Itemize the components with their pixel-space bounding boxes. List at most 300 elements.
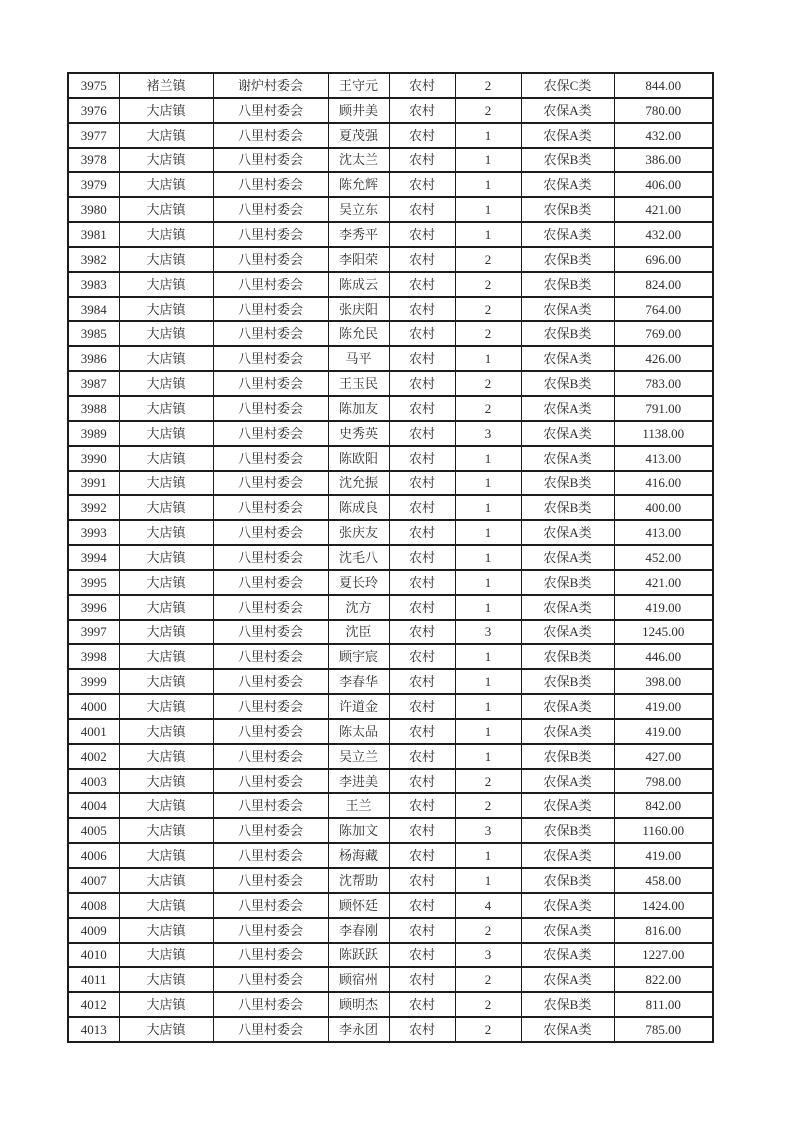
cell-person-name: 沈臣 (328, 620, 389, 645)
cell-town: 大店镇 (119, 222, 213, 247)
cell-household-type: 农村 (389, 694, 455, 719)
cell-sequence-number: 3980 (68, 197, 119, 222)
cell-amount: 452.00 (614, 545, 713, 570)
cell-person-name: 李春刚 (328, 918, 389, 943)
table-row (68, 918, 713, 943)
cell-person-count: 1 (455, 346, 521, 371)
cell-person-name: 陈跃跃 (328, 943, 389, 968)
cell-village-committee: 八里村委会 (213, 694, 328, 719)
cell-household-type: 农村 (389, 818, 455, 843)
table-row (68, 421, 713, 446)
cell-sequence-number: 4001 (68, 719, 119, 744)
cell-sequence-number: 4004 (68, 793, 119, 818)
cell-town: 大店镇 (119, 644, 213, 669)
cell-person-name: 张庆友 (328, 520, 389, 545)
cell-town: 大店镇 (119, 918, 213, 943)
cell-household-type: 农村 (389, 396, 455, 421)
cell-person-count: 3 (455, 620, 521, 645)
cell-sequence-number: 3989 (68, 421, 119, 446)
table-row (68, 843, 713, 868)
cell-household-type: 农村 (389, 644, 455, 669)
cell-village-committee: 八里村委会 (213, 843, 328, 868)
cell-town: 大店镇 (119, 123, 213, 148)
cell-person-name: 陈欧阳 (328, 446, 389, 471)
cell-household-type: 农村 (389, 595, 455, 620)
cell-sequence-number: 3988 (68, 396, 119, 421)
cell-person-count: 1 (455, 694, 521, 719)
cell-household-type: 农村 (389, 793, 455, 818)
cell-person-name: 陈加文 (328, 818, 389, 843)
cell-person-count: 1 (455, 446, 521, 471)
cell-person-name: 王玉民 (328, 371, 389, 396)
cell-person-count: 1 (455, 570, 521, 595)
cell-amount: 398.00 (614, 669, 713, 694)
cell-village-committee: 八里村委会 (213, 744, 328, 769)
cell-village-committee: 八里村委会 (213, 918, 328, 943)
cell-village-committee: 八里村委会 (213, 471, 328, 496)
cell-person-name: 陈成云 (328, 272, 389, 297)
table-row (68, 620, 713, 645)
cell-sequence-number: 3999 (68, 669, 119, 694)
cell-sequence-number: 4008 (68, 893, 119, 918)
cell-amount: 1245.00 (614, 620, 713, 645)
cell-person-name: 王守元 (328, 73, 389, 98)
table-row (68, 321, 713, 346)
cell-town: 大店镇 (119, 520, 213, 545)
cell-sequence-number: 3995 (68, 570, 119, 595)
cell-town: 大店镇 (119, 620, 213, 645)
cell-person-count: 1 (455, 123, 521, 148)
cell-town: 大店镇 (119, 172, 213, 197)
cell-sequence-number: 3977 (68, 123, 119, 148)
cell-household-type: 农村 (389, 992, 455, 1017)
cell-household-type: 农村 (389, 570, 455, 595)
cell-household-type: 农村 (389, 520, 455, 545)
cell-household-type: 农村 (389, 495, 455, 520)
cell-person-name: 顾井美 (328, 98, 389, 123)
cell-sequence-number: 3976 (68, 98, 119, 123)
cell-amount: 769.00 (614, 321, 713, 346)
cell-insurance-category: 农保A类 (521, 421, 614, 446)
cell-person-count: 3 (455, 943, 521, 968)
cell-insurance-category: 农保B类 (521, 868, 614, 893)
cell-amount: 1424.00 (614, 893, 713, 918)
table-row (68, 769, 713, 794)
cell-amount: 400.00 (614, 495, 713, 520)
cell-person-count: 1 (455, 719, 521, 744)
table-row (68, 967, 713, 992)
cell-amount: 842.00 (614, 793, 713, 818)
cell-village-committee: 八里村委会 (213, 321, 328, 346)
cell-insurance-category: 农保B类 (521, 371, 614, 396)
cell-person-count: 1 (455, 669, 521, 694)
cell-town: 大店镇 (119, 744, 213, 769)
cell-insurance-category: 农保A类 (521, 918, 614, 943)
cell-household-type: 农村 (389, 321, 455, 346)
cell-town: 大店镇 (119, 570, 213, 595)
table-row (68, 471, 713, 496)
cell-town: 大店镇 (119, 297, 213, 322)
cell-sequence-number: 4000 (68, 694, 119, 719)
cell-village-committee: 八里村委会 (213, 595, 328, 620)
cell-person-count: 2 (455, 992, 521, 1017)
cell-insurance-category: 农保B类 (521, 321, 614, 346)
cell-household-type: 农村 (389, 1017, 455, 1042)
cell-person-count: 1 (455, 868, 521, 893)
cell-sequence-number: 4007 (68, 868, 119, 893)
cell-amount: 419.00 (614, 719, 713, 744)
cell-person-count: 1 (455, 644, 521, 669)
cell-insurance-category: 农保A类 (521, 520, 614, 545)
cell-sequence-number: 3996 (68, 595, 119, 620)
cell-amount: 427.00 (614, 744, 713, 769)
cell-person-count: 1 (455, 197, 521, 222)
cell-insurance-category: 农保A类 (521, 545, 614, 570)
cell-sequence-number: 3987 (68, 371, 119, 396)
cell-town: 大店镇 (119, 421, 213, 446)
cell-insurance-category: 农保A类 (521, 222, 614, 247)
cell-amount: 783.00 (614, 371, 713, 396)
cell-town: 大店镇 (119, 669, 213, 694)
cell-sequence-number: 3985 (68, 321, 119, 346)
cell-amount: 419.00 (614, 595, 713, 620)
cell-household-type: 农村 (389, 471, 455, 496)
table-row (68, 371, 713, 396)
cell-person-name: 吴立东 (328, 197, 389, 222)
cell-village-committee: 八里村委会 (213, 172, 328, 197)
table-row (68, 868, 713, 893)
cell-village-committee: 八里村委会 (213, 247, 328, 272)
cell-village-committee: 八里村委会 (213, 793, 328, 818)
cell-sequence-number: 4009 (68, 918, 119, 943)
cell-amount: 426.00 (614, 346, 713, 371)
cell-town: 大店镇 (119, 148, 213, 173)
cell-insurance-category: 农保A类 (521, 620, 614, 645)
table-row (68, 719, 713, 744)
cell-insurance-category: 农保C类 (521, 73, 614, 98)
cell-amount: 1138.00 (614, 421, 713, 446)
cell-insurance-category: 农保B类 (521, 495, 614, 520)
cell-person-count: 1 (455, 172, 521, 197)
cell-village-committee: 八里村委会 (213, 297, 328, 322)
cell-town: 大店镇 (119, 893, 213, 918)
table-row (68, 595, 713, 620)
cell-household-type: 农村 (389, 73, 455, 98)
cell-person-name: 李春华 (328, 669, 389, 694)
cell-sequence-number: 4003 (68, 769, 119, 794)
cell-town: 大店镇 (119, 992, 213, 1017)
cell-person-name: 顾怀廷 (328, 893, 389, 918)
cell-village-committee: 八里村委会 (213, 893, 328, 918)
table-body (68, 73, 713, 1042)
cell-person-count: 2 (455, 321, 521, 346)
cell-sequence-number: 4010 (68, 943, 119, 968)
cell-person-count: 1 (455, 843, 521, 868)
cell-person-name: 李永团 (328, 1017, 389, 1042)
cell-town: 大店镇 (119, 545, 213, 570)
cell-sequence-number: 3990 (68, 446, 119, 471)
cell-village-committee: 八里村委会 (213, 495, 328, 520)
cell-household-type: 农村 (389, 620, 455, 645)
cell-household-type: 农村 (389, 247, 455, 272)
cell-village-committee: 八里村委会 (213, 719, 328, 744)
cell-person-name: 沈毛八 (328, 545, 389, 570)
cell-person-name: 吴立兰 (328, 744, 389, 769)
cell-amount: 764.00 (614, 297, 713, 322)
cell-insurance-category: 农保B类 (521, 669, 614, 694)
cell-person-count: 4 (455, 893, 521, 918)
cell-person-name: 马平 (328, 346, 389, 371)
cell-sequence-number: 4013 (68, 1017, 119, 1042)
cell-person-count: 1 (455, 471, 521, 496)
cell-household-type: 农村 (389, 843, 455, 868)
table-row (68, 247, 713, 272)
cell-insurance-category: 农保B类 (521, 570, 614, 595)
cell-sequence-number: 3978 (68, 148, 119, 173)
cell-person-count: 2 (455, 793, 521, 818)
cell-person-name: 陈太品 (328, 719, 389, 744)
table-row (68, 495, 713, 520)
cell-town: 大店镇 (119, 793, 213, 818)
cell-sequence-number: 3981 (68, 222, 119, 247)
cell-amount: 822.00 (614, 967, 713, 992)
cell-person-count: 1 (455, 495, 521, 520)
cell-town: 大店镇 (119, 396, 213, 421)
cell-insurance-category: 农保A类 (521, 396, 614, 421)
cell-person-count: 2 (455, 73, 521, 98)
cell-amount: 816.00 (614, 918, 713, 943)
table-row (68, 396, 713, 421)
cell-village-committee: 八里村委会 (213, 992, 328, 1017)
table-row (68, 148, 713, 173)
cell-town: 大店镇 (119, 595, 213, 620)
cell-household-type: 农村 (389, 297, 455, 322)
cell-town: 大店镇 (119, 769, 213, 794)
table-row (68, 297, 713, 322)
cell-sequence-number: 4012 (68, 992, 119, 1017)
cell-sequence-number: 4006 (68, 843, 119, 868)
cell-amount: 791.00 (614, 396, 713, 421)
cell-person-name: 张庆阳 (328, 297, 389, 322)
cell-insurance-category: 农保A类 (521, 346, 614, 371)
cell-household-type: 农村 (389, 446, 455, 471)
cell-sequence-number: 3994 (68, 545, 119, 570)
cell-sequence-number: 3993 (68, 520, 119, 545)
cell-amount: 780.00 (614, 98, 713, 123)
cell-town: 大店镇 (119, 272, 213, 297)
cell-insurance-category: 农保A类 (521, 595, 614, 620)
cell-amount: 419.00 (614, 843, 713, 868)
cell-village-committee: 八里村委会 (213, 421, 328, 446)
cell-household-type: 农村 (389, 868, 455, 893)
table-row (68, 744, 713, 769)
cell-village-committee: 八里村委会 (213, 222, 328, 247)
cell-town: 大店镇 (119, 694, 213, 719)
cell-village-committee: 八里村委会 (213, 148, 328, 173)
cell-household-type: 农村 (389, 222, 455, 247)
cell-amount: 432.00 (614, 222, 713, 247)
cell-person-count: 2 (455, 918, 521, 943)
cell-village-committee: 八里村委会 (213, 818, 328, 843)
cell-sequence-number: 3992 (68, 495, 119, 520)
cell-insurance-category: 农保A类 (521, 719, 614, 744)
cell-amount: 811.00 (614, 992, 713, 1017)
cell-town: 大店镇 (119, 247, 213, 272)
cell-insurance-category: 农保A类 (521, 1017, 614, 1042)
cell-town: 大店镇 (119, 495, 213, 520)
cell-sequence-number: 4005 (68, 818, 119, 843)
cell-person-name: 沈允振 (328, 471, 389, 496)
table-row (68, 992, 713, 1017)
cell-insurance-category: 农保A类 (521, 769, 614, 794)
cell-village-committee: 谢炉村委会 (213, 73, 328, 98)
cell-household-type: 农村 (389, 197, 455, 222)
cell-person-count: 1 (455, 222, 521, 247)
cell-person-name: 顾宿州 (328, 967, 389, 992)
cell-village-committee: 八里村委会 (213, 545, 328, 570)
cell-village-committee: 八里村委会 (213, 520, 328, 545)
cell-town: 大店镇 (119, 371, 213, 396)
cell-village-committee: 八里村委会 (213, 644, 328, 669)
cell-person-name: 夏茂强 (328, 123, 389, 148)
cell-insurance-category: 农保A类 (521, 967, 614, 992)
cell-amount: 386.00 (614, 148, 713, 173)
cell-village-committee: 八里村委会 (213, 868, 328, 893)
cell-amount: 413.00 (614, 446, 713, 471)
cell-amount: 421.00 (614, 197, 713, 222)
cell-amount: 458.00 (614, 868, 713, 893)
cell-sequence-number: 3997 (68, 620, 119, 645)
cell-insurance-category: 农保B类 (521, 197, 614, 222)
cell-person-name: 许道金 (328, 694, 389, 719)
cell-town: 大店镇 (119, 346, 213, 371)
cell-household-type: 农村 (389, 545, 455, 570)
cell-amount: 696.00 (614, 247, 713, 272)
cell-amount: 416.00 (614, 471, 713, 496)
cell-insurance-category: 农保A类 (521, 793, 614, 818)
cell-sequence-number: 3983 (68, 272, 119, 297)
cell-household-type: 农村 (389, 421, 455, 446)
table-row (68, 818, 713, 843)
cell-person-count: 1 (455, 148, 521, 173)
cell-village-committee: 八里村委会 (213, 1017, 328, 1042)
cell-village-committee: 八里村委会 (213, 371, 328, 396)
table-row (68, 446, 713, 471)
cell-town: 大店镇 (119, 471, 213, 496)
table-row (68, 545, 713, 570)
cell-household-type: 农村 (389, 272, 455, 297)
cell-insurance-category: 农保A类 (521, 446, 614, 471)
cell-person-count: 1 (455, 595, 521, 620)
cell-person-count: 2 (455, 98, 521, 123)
cell-village-committee: 八里村委会 (213, 396, 328, 421)
cell-person-name: 顾明杰 (328, 992, 389, 1017)
table-row (68, 943, 713, 968)
cell-amount: 785.00 (614, 1017, 713, 1042)
cell-person-name: 顾宇宸 (328, 644, 389, 669)
cell-person-count: 2 (455, 371, 521, 396)
cell-town: 大店镇 (119, 98, 213, 123)
cell-sequence-number: 3991 (68, 471, 119, 496)
cell-person-name: 陈成良 (328, 495, 389, 520)
table-row (68, 272, 713, 297)
cell-household-type: 农村 (389, 123, 455, 148)
cell-sequence-number: 3998 (68, 644, 119, 669)
cell-town: 大店镇 (119, 321, 213, 346)
table-row (68, 172, 713, 197)
cell-person-count: 2 (455, 297, 521, 322)
cell-household-type: 农村 (389, 967, 455, 992)
cell-sequence-number: 4002 (68, 744, 119, 769)
cell-insurance-category: 农保A类 (521, 843, 614, 868)
cell-household-type: 农村 (389, 669, 455, 694)
cell-sequence-number: 4011 (68, 967, 119, 992)
table-row (68, 669, 713, 694)
cell-town: 大店镇 (119, 1017, 213, 1042)
cell-person-count: 1 (455, 545, 521, 570)
cell-person-count: 2 (455, 396, 521, 421)
cell-insurance-category: 农保A类 (521, 172, 614, 197)
cell-household-type: 农村 (389, 172, 455, 197)
cell-insurance-category: 农保B类 (521, 644, 614, 669)
table-row (68, 570, 713, 595)
table-row (68, 197, 713, 222)
cell-amount: 413.00 (614, 520, 713, 545)
cell-person-count: 3 (455, 421, 521, 446)
cell-person-name: 史秀英 (328, 421, 389, 446)
cell-amount: 824.00 (614, 272, 713, 297)
cell-household-type: 农村 (389, 346, 455, 371)
cell-town: 大店镇 (119, 868, 213, 893)
cell-sequence-number: 3986 (68, 346, 119, 371)
cell-household-type: 农村 (389, 744, 455, 769)
cell-person-name: 李秀平 (328, 222, 389, 247)
cell-person-name: 陈允辉 (328, 172, 389, 197)
cell-amount: 432.00 (614, 123, 713, 148)
cell-person-name: 陈加友 (328, 396, 389, 421)
cell-insurance-category: 农保B类 (521, 818, 614, 843)
cell-amount: 421.00 (614, 570, 713, 595)
cell-amount: 798.00 (614, 769, 713, 794)
cell-town: 大店镇 (119, 843, 213, 868)
cell-household-type: 农村 (389, 893, 455, 918)
cell-insurance-category: 农保B类 (521, 148, 614, 173)
cell-person-count: 1 (455, 744, 521, 769)
cell-village-committee: 八里村委会 (213, 620, 328, 645)
cell-village-committee: 八里村委会 (213, 98, 328, 123)
cell-village-committee: 八里村委会 (213, 123, 328, 148)
table-row (68, 98, 713, 123)
cell-village-committee: 八里村委会 (213, 272, 328, 297)
cell-insurance-category: 农保A类 (521, 694, 614, 719)
cell-amount: 1160.00 (614, 818, 713, 843)
cell-sequence-number: 3979 (68, 172, 119, 197)
cell-person-name: 陈允民 (328, 321, 389, 346)
cell-insurance-category: 农保A类 (521, 297, 614, 322)
cell-insurance-category: 农保A类 (521, 893, 614, 918)
cell-person-name: 李阳荣 (328, 247, 389, 272)
cell-sequence-number: 3975 (68, 73, 119, 98)
cell-town: 大店镇 (119, 943, 213, 968)
cell-town: 大店镇 (119, 719, 213, 744)
cell-village-committee: 八里村委会 (213, 943, 328, 968)
cell-insurance-category: 农保B类 (521, 744, 614, 769)
cell-person-name: 杨海藏 (328, 843, 389, 868)
cell-insurance-category: 农保B类 (521, 272, 614, 297)
table-row (68, 644, 713, 669)
cell-person-name: 王兰 (328, 793, 389, 818)
table-row (68, 1017, 713, 1042)
